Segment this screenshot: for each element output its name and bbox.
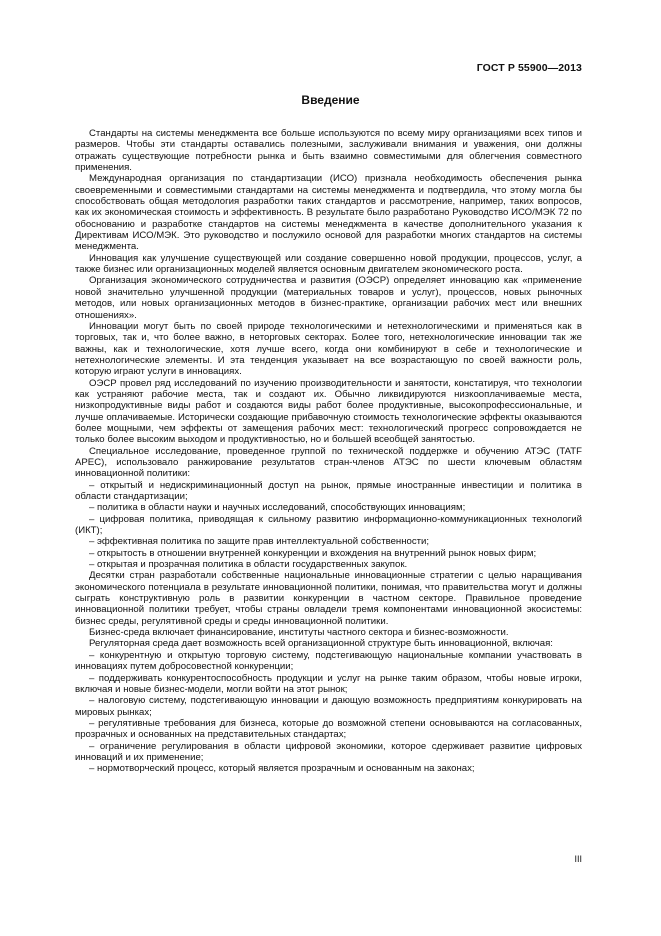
paragraph: Организация экономического сотрудничества и развития (ОЭСР) определяет инновацию как «применение новой значительно улучшенной продукции (материальных товаров и услуг), процессов, новых рыночных методов, или новых организационных методов в бизнес-практике, организации рабочих мест или внешних отношениях». — [75, 275, 582, 321]
list-item: – открытый и недискриминационный доступ на рынок, прямые иностранные инвестиции и политика в области стандартизации; — [75, 479, 582, 502]
paragraph: Инновация как улучшение существующей или создание совершенно новой продукции, процессов, услуг, а также бизнес или организационных моделей является основным двигателем экономического роста. — [75, 252, 582, 276]
list-item: – конкурентную и открытую торговую систему, подстегивающую национальные компании участвовать в инновациях путем добросовестной конкуренции; — [75, 649, 582, 673]
list-item: – открытая и прозрачная политика в области государственных закупок. — [89, 559, 408, 571]
document-code: ГОСТ Р 55900—2013 — [476, 62, 582, 74]
paragraph: Бизнес-среда включает финансирование, институты частного сектора и бизнес-возможности. — [89, 627, 509, 639]
paragraph: Специальное исследование, проведенное группой по технической поддержке и обучению АТЭС (TATF APEC), использовало ранжирование результатов стран-членов АТЭС по шести ключевым областям инновационной политики: — [75, 445, 582, 480]
section-title: Введение — [301, 93, 360, 107]
list-item: – эффективная политика по защите прав интеллектуальной собственности; — [89, 536, 430, 548]
document-body — [75, 128, 582, 775]
list-item: – цифровая политика, приводящая к сильному развитию информационно-коммуникационных технологий (ИКТ); — [75, 513, 582, 537]
paragraph: Регуляторная среда дает возможность всей организационной структуре быть инновационной, включая: — [89, 638, 553, 650]
list-item: – открытость в отношении внутренней конкуренции и вхождения на внутренний рынок новых фирм; — [89, 547, 537, 559]
list-item: – поддерживать конкурентоспособность продукции и услуг на рынке таким образом, чтобы новые игроки, включая и новые бизнес-модели, могли войти на этот рынок; — [75, 672, 582, 695]
paragraph: Десятки стран разработали собственные национальные инновационные стратегии с целью наращивания экономического потенциала в результате инновационной политики, понимая, что правительства могут и должны сыграть конструктивную роль в развитии конкуренции в частном секторе. Правильное проведение инновационной политики требует, чтобы страны овладели тремя компонентами инновационной экосистемы: бизнес среды, регулятивной среды и среды инновационной политики. — [75, 570, 582, 627]
paragraph: Международная организация по стандартизации (ИСО) признала необходимость обеспечения рынка своевременными и совместимыми стандартами на системы менеджмента и подтвердила, что этому могла бы способствовать общая методология разработки таких стандартов и рассмотрение, например, таких вопросов, как их экономическая стоимость и эффективность. В результате было разработано Руководство ИСО/МЭК 72 по обоснованию и разработке стандартов на системы менеджмента в качестве дополнительного указания к Директивам ИСО/МЭК. Это руководство и послужило основой для разработки многих стандартов на системы менеджмента. — [75, 173, 582, 253]
list-item: – регулятивные требования для бизнеса, которые до возможной степени основываются на согласованных, прозрачных и основанных на представительных стандартах; — [75, 717, 582, 741]
list-item: – нормотворческий процесс, который является прозрачным и основанным на законах; — [89, 763, 475, 775]
paragraph: Стандарты на системы менеджмента все больше используются по всему миру организациями всех типов и размеров. Чтобы эти стандарты оставались полезными, заслуживали внимания и уважения, они должны отражать существующие потребности рынка и быть взаимно совместимыми для облегчения совместного применения. — [75, 128, 582, 174]
list-item: – ограничение регулирования в области цифровой экономики, которое сдерживает развитие цифровых инноваций и их применение; — [75, 740, 582, 763]
list-item: – налоговую систему, подстегивающую инновации и дающую возможность предприятиям конкурировать на мировых рынках; — [75, 695, 582, 718]
page-number: III — [574, 854, 582, 864]
paragraph: ОЭСР провел ряд исследований по изучению производительности и занятости, констатируя, что технологии как устраняют рабочие места, так и создают их. Обычно ликвидируются низкооплачиваемые места, низкопродуктивные виды работ и создаются виды работ более продуктивные, высокопрофессиональные, и лучше оплачиваемые. Исторически создающие прибавочную стоимость технологические эффекты оказываются более мощными, чем эффекты от замещения рабочих мест: технологический прогресс сопровождается не только более высоким выходом и продуктивностью, но и большей всеобщей занятостью. — [75, 377, 582, 446]
list-item: – политика в области науки и научных исследований, способствующих инновациям; — [89, 502, 466, 514]
paragraph: Инновации могут быть по своей природе технологическими и нетехнологическими и применяться как в торговых, так и, что более важно, в неторговых секторах. Более того, нетехнологические инновации так же важны, как и технологические, хотя лучше всего, когда они комбинируют в себе и технологические и нетехнологические элементы. И эта тенденция указывает на все возрастающую по своей важности роль, которую играют услуги в инновациях. — [75, 320, 582, 378]
